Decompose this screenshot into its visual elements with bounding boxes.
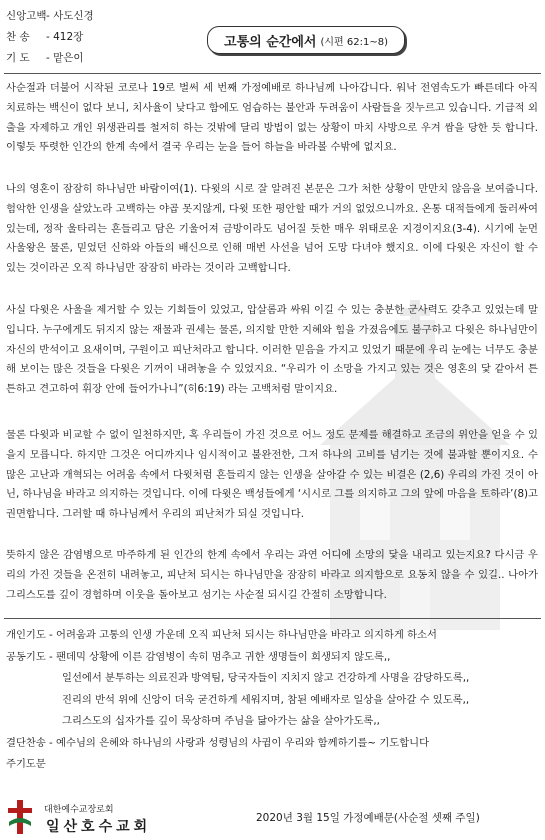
sermon-paragraph: 뜻하지 않은 감염병으로 마주하게 된 인간의 한계 속에서 우리는 과연 어디에 소망의 닻을 내리고 있는지요? 다시금 우리의 가진 것들을 온전히 내려놓고, 피난처 되시는 하나님만을 잠잠히 바라고 의지함으로 요동치 않을 수 있길.. 나아가 그리스도를 깊이 경험하며 이웃을 돌아보고 섬기는 사순절 되시길 간절히 소망합니다. — [6, 549, 538, 601]
footer — [6, 798, 538, 836]
sermon-title: 고통의 순간에서 — [224, 34, 317, 50]
info-row-prayer — [6, 48, 94, 69]
info-label: 찬 송 — [6, 31, 30, 43]
denomination-name: 대한예수교장로회 — [44, 805, 114, 815]
document-date: 2020년 3월 15일 가정예배문(사순절 셋째 주일) — [256, 812, 480, 824]
prayer-line: 공동기도 - 팬데믹 상황에 이른 감염병이 속히 멈추고 귀한 생명들이 희생되지 않도록,, — [6, 650, 391, 663]
prayer-line: 진리의 반석 위에 신앙이 더욱 굳건하게 세워지며, 참된 예배자로 일상을 살아갈 수 있도록,, — [62, 693, 470, 706]
sermon-paragraph: 사순절과 더불어 시작된 코로나 19로 벌써 세 번째 가정예배로 하나님께 나아갑니다. 워낙 전염속도가 빠른데다 아직 치료하는 백신이 없다 보니, 치사율이 낮다고 함에도 엄습하는 불안과 두려움이 사람들을 짓누르고 있습니다. 기급적 외출을 자제하고 개인 위생관리를 철저히 하는 것밖에 달리 방법이 없는 상황이 마치 사방으로 우겨 쌈을 당한 듯 합니다. 이렇듯 뚜렷한 인간의 한계 속에서 결국 우리는 눈을 들어 하늘을 바라볼 수밖에 없지요. — [6, 82, 538, 154]
scripture-reference: (시편 62:1~8) — [320, 36, 388, 48]
info-value: - 맡은이 — [46, 52, 84, 64]
info-value: - 412장 — [46, 31, 84, 43]
info-row-hymn — [6, 27, 94, 48]
prayer-line: 개인기도 - 어려움과 고통의 인생 가운데 오직 피난처 되시는 하나님만을 바라고 의지하게 하소서 — [6, 629, 437, 641]
sermon-paragraph: 사실 다윗은 사울을 제거할 수 있는 기회들이 있었고, 압살롬과 싸워 이길 수 있는 충분한 군사력도 갖추고 있었는데 말입니다. 누구에게도 뒤지지 않는 재물과 권세는 물론, 의지할 만한 지혜와 힘을 가졌음에도 불구하고 다윗은 하나님만이 자신의 반석이고 요새이며, 구원이고 피난처라고 합니다. 이러한 믿음을 가지고 있었기 때문에 우리 눈에는 너무도 충분해 보이는 많은 것들을 다윗은 기꺼이 내려놓을 수 있었지요. “우리가 이 소망을 가지고 있는 것은 영혼의 닻 같아서 튼튼하고 견고하여 휘장 안에 들어가나니”(히6:19) 라는 고백처럼 말이지요. — [6, 304, 538, 396]
info-label: 신앙고백 — [6, 10, 47, 22]
info-label: 기 도 — [6, 52, 30, 64]
info-value: - 사도신경 — [46, 10, 94, 22]
prayer-line: 일선에서 분투하는 의료진과 방역팀, 당국자들이 지치지 않고 건강하게 사명을 감당하도록,, — [62, 672, 470, 684]
sermon-paragraph: 나의 영혼이 잠잠히 하나님만 바람이여(1). 다윗의 시로 잘 알려진 본문은 그가 처한 상황이 만만치 않음을 보여줍니다. 험악한 인생을 살았노라 고백하는 야곱 못지않게, 다윗 또한 평안할 때가 거의 없었으니까요. 온통 대적들에게 둘러싸여 있는데, 정작 울타리는 흔들리고 담은 기울어져 금방이라도 넘어질 듯한 매우 위태로운 지경이지요(3-4). 시기에 눈먼 사울왕은 물론, 믿었던 신하와 아들의 배신으로 인해 매번 사선을 넘어 도망 다녀야 했지요. 이에 다윗은 자신이 할 수 있는 것이라곤 오직 하나님만 잠잠히 바라는 것이라 고백합니다. — [6, 183, 538, 275]
prayer-section — [6, 625, 538, 776]
divider — [4, 73, 541, 74]
info-row-creed — [6, 6, 94, 27]
service-order-info — [6, 6, 94, 69]
prayer-line: 주기도문 — [6, 758, 46, 770]
prayer-line: 그리스도의 십자가를 깊이 묵상하며 주님을 닮아가는 삶을 살아가도록,, — [62, 715, 380, 727]
prayer-line: 결단찬송 - 예수님의 은혜와 하나님의 사랑과 성령님의 사귐이 우리와 함께하기를~ 기도합니다 — [6, 736, 430, 749]
church-name: 일산호수교회 — [46, 819, 152, 835]
divider — [4, 618, 541, 619]
sermon-paragraph: 물론 다윗과 비교할 수 없이 일천하지만, 혹 우리들이 가진 것으로 어느 정도 문제를 해결하고 조금의 위안을 얻을 수 있을지 모릅니다. 하지만 그것은 어디까지나 임시적이고 불완전한, 그저 하나의 고비를 넘기는 것에 불과할 뿐이지요. 수많은 고난과 개혁되는 어려움 속에서 다윗처럼 흔들리지 않는 인생을 살아갈 수 있는 비결은 (2,6) 우리의 가진 것이 아닌, 하나님을 바라고 의지하는 것입니다. 이에 다윗은 백성들에게 ‘시시로 그를 의지하고 그의 앞에 마음을 토하라’(8)고 권면합니다. 그러할 때 하나님께서 우리의 피난처가 되실 것입니다. — [6, 429, 538, 521]
sermon-title-box — [207, 26, 405, 54]
church-cross-logo-icon — [6, 800, 34, 834]
